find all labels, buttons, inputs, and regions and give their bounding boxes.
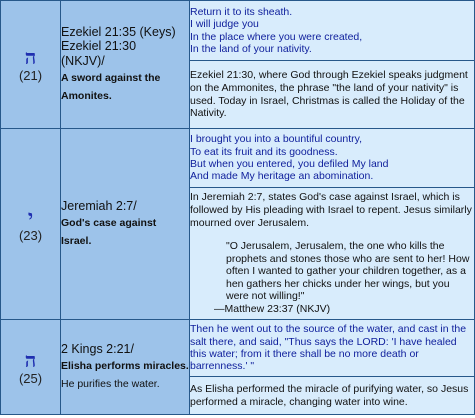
table-row	[1, 320, 475, 377]
reference-line: 2 Kings 2:21/	[61, 341, 134, 356]
letter-number: (25)	[18, 370, 43, 386]
letter-number: (23)	[18, 227, 43, 243]
verse-line: I will judge you	[190, 18, 259, 31]
reference-line: Ezekiel 21:30	[61, 39, 137, 54]
verse-line: In the place where you were created,	[190, 30, 363, 43]
verse-line: I brought you into a bountiful country,	[190, 133, 362, 146]
reference-line: Jeremiah 2:7/	[61, 198, 137, 213]
table-row	[1, 1, 475, 61]
commentary-text: Ezekiel 21:30, where God through Ezekiel speaks judgment on the Ammonites, the phrase "the land of your nativity" is used. Today in Israel, Christmas is called the Holiday of the Nativity.	[190, 69, 468, 120]
quote-text: "O Jerusalem, Jerusalem, the one who kills the prophets and stones those who are sent to her! How often I wanted to gather your children together, as a hen gathers her chicks under her wings, but you were not willing!"	[226, 240, 470, 303]
letter-cell	[1, 129, 61, 320]
commentary-cell	[190, 188, 475, 320]
hebrew-letter: י	[27, 204, 34, 229]
verse-cell	[190, 129, 475, 188]
verse-line: But when you entered, you defiled My land	[190, 158, 389, 170]
commentary-cell	[190, 377, 475, 415]
letter-cell	[1, 320, 61, 415]
hebrew-letter: ה	[24, 45, 37, 69]
verse-cell	[190, 320, 475, 377]
reference-title: Elisha performs miracles.	[61, 360, 189, 373]
commentary-text: As Elisha performed the miracle of purifying water, so Jesus performed a miracle, changing water into wine.	[190, 382, 469, 408]
verse-cell	[190, 1, 475, 61]
verse-line: And made My heritage an abomination.	[190, 170, 374, 183]
reference-cell	[61, 320, 190, 415]
letter-number: (21)	[18, 68, 43, 83]
commentary-cell	[190, 61, 475, 129]
reference-cell	[61, 129, 190, 320]
commentary-text: In Jeremiah 2:7, states God's case against Israel, which is followed by His pleading with Israel to repent. Jesus similarly mourned over Jerusalem.	[190, 191, 472, 229]
verse-line: Then he went out to the source of the water, and cast in the salt there, and said, "Thus says the LORD: 'I have healed this water; from it there shall be no more death or barrenness.' "	[190, 323, 467, 373]
reference-title: God's case against Israel.	[61, 217, 157, 248]
reference-line: (NKJV)/	[61, 53, 105, 68]
hebrew-letter: ה	[24, 347, 37, 372]
quote-citation: —Matthew 23:37 (NKJV)	[214, 303, 331, 316]
verse-line: To eat its fruit and its goodness.	[190, 145, 338, 158]
reference-line: Ezekiel 21:35 (Keys)	[61, 25, 176, 40]
verse-line: Return it to its sheath.	[190, 5, 293, 18]
reference-title: A sword against the Amonites.	[61, 71, 161, 102]
reference-cell	[61, 1, 190, 129]
letter-cell	[1, 1, 61, 129]
verse-line: In the land of your nativity.	[190, 42, 312, 55]
table-row	[1, 129, 475, 188]
reference-extra: He purifies the water.	[61, 378, 160, 391]
